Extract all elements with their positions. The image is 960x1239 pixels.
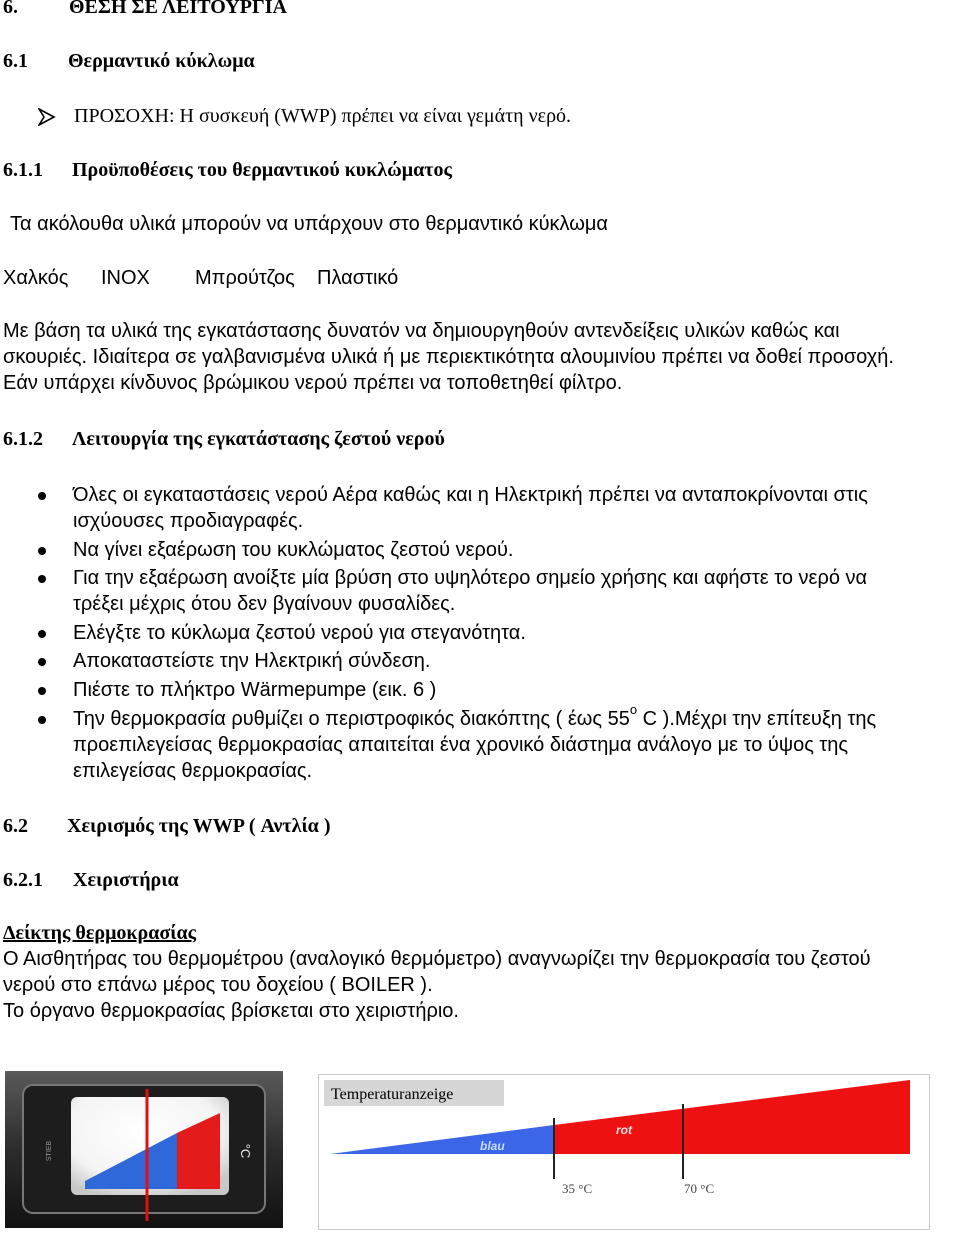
paragraph-line: σκουριές. Ιδιαίτερα σε γαλβανισμένα υλικά ή με περιεκτικότητα αλουμινίου πρέπει να δοθεί προσοχή. <box>3 346 894 368</box>
blue-label: blau <box>480 1139 505 1153</box>
heading-6-1-2 <box>3 426 445 453</box>
paragraph-line: Με βάση τα υλικά της εγκατάστασης δυνατόν να δημιουργηθούν αντενδείξεις υλικών καθώς και <box>3 320 840 342</box>
heading-6-number: 6. <box>3 0 18 18</box>
heading-6-1-1-number: 6.1.1 <box>3 159 43 181</box>
list-item-text: προεπιλεγείσας θερμοκρασίας απαιτείται ένα χρονικό διάστημα ανάλογο με το ύψος της <box>73 734 849 756</box>
intro-text: Τα ακόλουθα υλικά μπορούν να υπάρχουν στο θερμαντικό κύκλωμα <box>10 213 608 235</box>
heading-6-1-title: Θερμαντικό κύκλωμα <box>68 50 255 72</box>
material-item: Χαλκός <box>3 267 69 289</box>
heading-6 <box>3 0 287 21</box>
list-item-text-part: C ).Μέχρι την επίτευξη της <box>637 708 877 730</box>
heading-6-1-1-title: Προϋποθέσεις του θερμαντικού κυκλώματος <box>72 159 452 181</box>
paragraph-line: Ο Αισθητήρας του θερμομέτρου (αναλογικό θερμόμετρο) αναγνωρίζει την θερμοκρασία του ζεστού <box>3 948 871 970</box>
thermometer-photo <box>5 1071 283 1228</box>
heading-6-2-title: Χειρισμός της WWP ( Αντλία ) <box>67 815 331 837</box>
list-item-text: επιλεγείσας θερμοκρασίας. <box>73 760 313 782</box>
bullet-dot <box>38 492 46 500</box>
heading-6-1 <box>3 48 255 75</box>
degree-superscript: ο <box>629 702 638 718</box>
bullet-dot <box>38 575 46 583</box>
heading-6-1-2-number: 6.1.2 <box>3 428 43 450</box>
list-item-text: Όλες οι εγκαταστάσεις νερού Αέρα καθώς και η Ηλεκτρική πρέπει να ανταποκρίνονται στις <box>73 484 868 506</box>
diagram-title: Temperaturanzeige <box>331 1086 454 1103</box>
bullet-dot <box>38 687 46 695</box>
gauge-brand-mark: STIEB <box>46 1140 53 1162</box>
heading-6-2-1-title: Χειριστήρια <box>73 869 179 891</box>
paragraph-line: νερού στο επάνω μέρος του δοχείου ( BOILER ). <box>3 974 433 996</box>
list-item-text: Να γίνει εξαέρωση του κυκλώματος ζεστού νερού. <box>73 539 514 561</box>
heading-6-2 <box>3 813 331 840</box>
red-label: rot <box>616 1123 632 1137</box>
heading-6-2-1 <box>3 867 179 894</box>
list-item-text: ισχύουσες προδιαγραφές. <box>73 510 304 532</box>
indicator-title: Δείκτης θερμοκρασίας <box>3 922 197 944</box>
heading-6-title: ΘΕΣΗ ΣΕ ΛΕΙΤΟΥΡΓΙΑ <box>69 0 287 18</box>
heading-6-1-number: 6.1 <box>3 50 28 72</box>
material-item: Πλαστικό <box>317 267 399 289</box>
heading-6-1-1 <box>3 157 452 184</box>
list-item-text: τρέξει μέχρις ότου δεν βγαίνουν φυσαλίδες. <box>73 593 456 615</box>
arrow-bullet-icon <box>38 108 56 126</box>
list-item-text: Για την εξαέρωση ανοίξτε μία βρύση στο υψηλότερο σημείο χρήσης και αφήστε το νερό να <box>73 567 868 589</box>
material-item: INOX <box>101 267 150 289</box>
bullet-dot <box>38 547 46 555</box>
bullet-dot <box>38 658 46 666</box>
heading-6-2-1-number: 6.2.1 <box>3 869 43 891</box>
material-item: Μπρούτζος <box>195 267 295 289</box>
bullet-dot <box>38 716 46 724</box>
list-item-text: Πιέστε το πλήκτρο Wärmepumpe (εικ. 6 ) <box>73 679 437 701</box>
paragraph-line: Το όργανο θερμοκρασίας βρίσκεται στο χειριστήριο. <box>3 1000 459 1022</box>
warning-text: ΠΡΟΣΟΧΗ: Η συσκευή (WWP) πρέπει να είναι γεμάτη νερό. <box>74 105 572 127</box>
list-item-text: Ελέγξτε το κύκλωμα ζεστού νερού για στεγανότητα. <box>73 622 526 644</box>
heading-6-1-2-title: Λειτουργία της εγκατάστασης ζεστού νερού <box>72 428 445 450</box>
temperature-diagram <box>318 1074 930 1230</box>
list-item-text-part: Την θερμοκρασία ρυθμίζει ο περιστροφικός διακόπτης ( έως 55 <box>73 708 630 730</box>
tick-35-label: 35 °C <box>562 1181 593 1196</box>
list-item-text <box>73 702 877 733</box>
tick-70-label: 70 °C <box>684 1181 715 1196</box>
materials-row <box>3 265 503 292</box>
bullet-dot <box>38 630 46 638</box>
heading-6-2-number: 6.2 <box>3 815 28 837</box>
list-item-text: Αποκαταστείστε την Ηλεκτρική σύνδεση. <box>73 650 431 672</box>
paragraph-line: Εάν υπάρχει κίνδυνος βρώμικου νερού πρέπει να τοποθετηθεί φίλτρο. <box>3 372 623 394</box>
gauge-unit-label: °C <box>238 1143 253 1159</box>
